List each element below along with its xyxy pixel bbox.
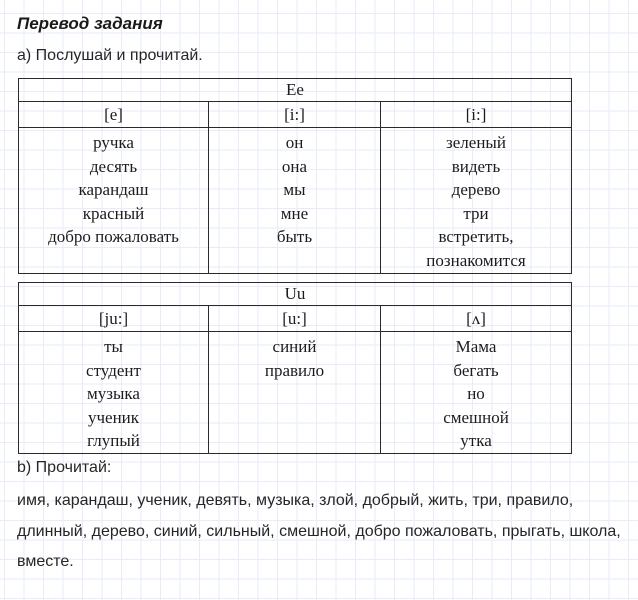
word: он <box>285 133 304 152</box>
word: мы <box>283 180 306 200</box>
word: синий <box>272 337 317 356</box>
word-column <box>209 128 381 274</box>
word-column <box>19 332 209 454</box>
part-b-instruction: b) Прочитай: <box>17 459 112 476</box>
word: ученик <box>87 407 140 427</box>
word: ты <box>104 337 123 356</box>
letter-e-table <box>18 78 572 274</box>
word: дерево <box>451 180 501 200</box>
word: но <box>467 384 485 404</box>
letter-u-table <box>18 282 572 454</box>
word: глупый <box>87 431 140 451</box>
word-column <box>381 332 572 454</box>
word-column <box>209 332 381 454</box>
word: встретить, <box>438 227 514 247</box>
word: ручка <box>93 133 134 152</box>
word: красный <box>82 203 145 223</box>
word: добро пожаловать <box>48 227 179 247</box>
word-column <box>381 128 572 274</box>
word: мне <box>280 203 309 223</box>
sound-header: [u:] <box>209 306 381 332</box>
word: утка <box>460 431 492 451</box>
word: видеть <box>451 156 501 176</box>
sound-header: [ʌ] <box>381 306 572 332</box>
word: зеленый <box>446 133 506 152</box>
word: быть <box>276 227 313 247</box>
word: она <box>281 156 308 176</box>
letter-heading: Ee <box>19 79 572 102</box>
word: музыка <box>87 384 140 404</box>
word: смешной <box>443 407 509 427</box>
letter-heading: Uu <box>19 283 572 306</box>
word-column <box>19 128 209 274</box>
word: студент <box>86 360 141 380</box>
word: бегать <box>453 360 499 380</box>
sound-header: [e] <box>19 102 209 128</box>
page-title: Перевод задания <box>17 14 163 33</box>
sound-header: [i:] <box>209 102 381 128</box>
word: Мама <box>455 337 497 356</box>
part-a-instruction: а) Послушай и прочитай. <box>17 47 203 64</box>
word: десять <box>89 156 138 176</box>
sound-header: [i:] <box>381 102 572 128</box>
word: три <box>463 203 489 223</box>
word: карандаш <box>78 180 149 200</box>
word: правило <box>264 360 325 380</box>
word: познакомится <box>426 250 526 270</box>
sound-header: [ju:] <box>19 306 209 332</box>
word-list-paragraph: имя, карандаш, ученик, девять, музыка, злой, добрый, жить, три, правило, длинный, дерево, синий, сильный, смешной, добро пожаловать, прыгать, школа, вместе. <box>17 492 621 570</box>
